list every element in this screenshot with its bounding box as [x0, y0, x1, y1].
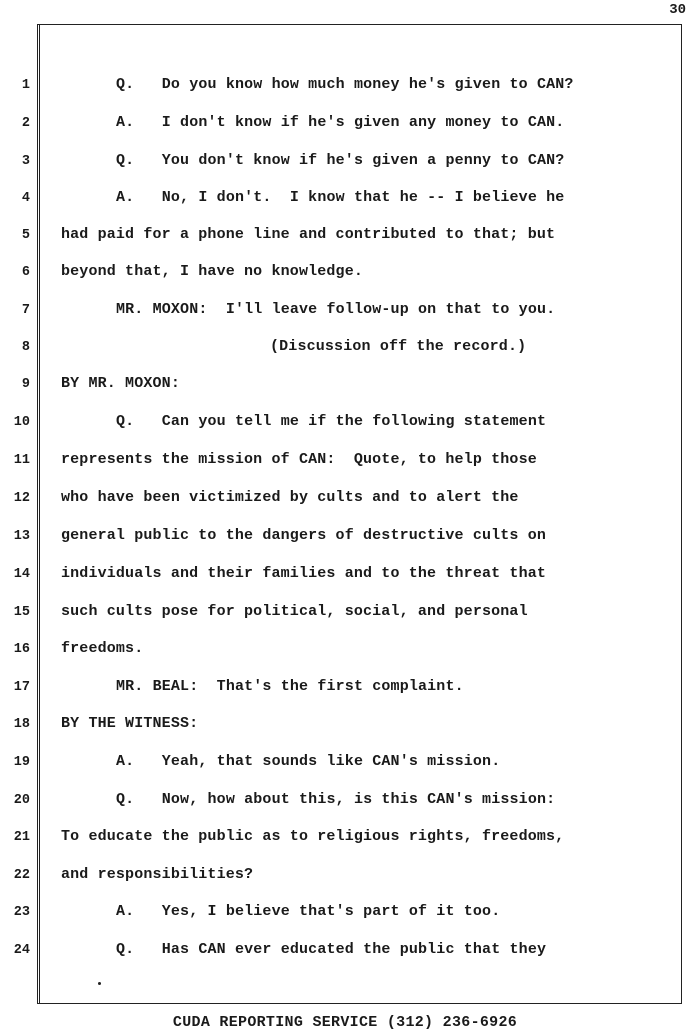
transcript-line: [0, 525, 690, 551]
line-text: A. Yes, I believe that's part of it too.: [116, 903, 501, 920]
line-text: A. Yeah, that sounds like CAN's mission.: [116, 753, 501, 770]
line-number: 24: [13, 943, 30, 958]
line-number: 6: [21, 265, 30, 280]
transcript-line: [0, 864, 690, 890]
line-text: and responsibilities?: [61, 866, 254, 883]
line-text: individuals and their families and to the threat that: [61, 565, 547, 582]
transcript-line: [0, 336, 690, 362]
line-number: 21: [13, 830, 30, 845]
transcript-line: [0, 261, 690, 287]
transcript-line: [0, 826, 690, 852]
line-number: 10: [13, 415, 30, 430]
line-number: 15: [13, 605, 30, 620]
line-text: To educate the public as to religious rights, freedoms,: [61, 828, 565, 845]
line-number: 5: [21, 228, 30, 243]
line-number: 17: [13, 680, 30, 695]
line-text: general public to the dangers of destructive cults on: [61, 527, 547, 544]
line-text: Q. Can you tell me if the following statement: [116, 413, 547, 430]
transcript-line: [0, 74, 690, 100]
line-number: 14: [13, 567, 30, 582]
stray-mark: [98, 982, 101, 985]
line-number: 22: [13, 868, 30, 883]
line-text: A. No, I don't. I know that he -- I believe he: [116, 189, 565, 206]
line-text: BY MR. MOXON:: [61, 375, 180, 392]
line-text: who have been victimized by cults and to alert the: [61, 489, 519, 506]
line-number: 11: [13, 453, 30, 468]
line-text: had paid for a phone line and contributed to that; but: [61, 226, 556, 243]
transcript-line: [0, 789, 690, 815]
transcript-line: [0, 373, 690, 399]
line-text: such cults pose for political, social, and personal: [61, 603, 528, 620]
line-text: MR. BEAL: That's the first complaint.: [116, 678, 464, 695]
line-number: 12: [13, 491, 30, 506]
transcript-line: [0, 751, 690, 777]
transcript-line: [0, 563, 690, 589]
line-text: A. I don't know if he's given any money to CAN.: [116, 114, 565, 131]
line-number: 20: [13, 793, 30, 808]
transcript-line: [0, 901, 690, 927]
transcript-line: [0, 638, 690, 664]
line-text: beyond that, I have no knowledge.: [61, 263, 363, 280]
transcript-line: [0, 487, 690, 513]
line-text: represents the mission of CAN: Quote, to help those: [61, 451, 537, 468]
transcript-line: [0, 449, 690, 475]
transcript-line: [0, 187, 690, 213]
line-number: 3: [21, 154, 30, 169]
line-number: 4: [21, 191, 30, 206]
transcript-line: [0, 411, 690, 437]
line-text: BY THE WITNESS:: [61, 715, 199, 732]
line-text: (Discussion off the record.): [270, 338, 527, 355]
line-number: 23: [13, 905, 30, 920]
transcript-line: [0, 601, 690, 627]
line-number: 8: [21, 340, 30, 355]
transcript-line: [0, 713, 690, 739]
line-number: 1: [21, 78, 30, 93]
line-number: 9: [21, 377, 30, 392]
transcript-line: [0, 112, 690, 138]
transcript-line: [0, 150, 690, 176]
line-number: 18: [13, 717, 30, 732]
line-text: MR. MOXON: I'll leave follow-up on that to you.: [116, 301, 556, 318]
page-number: 30: [669, 2, 686, 18]
transcript-line: [0, 299, 690, 325]
line-text: freedoms.: [61, 640, 144, 657]
line-number: 16: [13, 642, 30, 657]
reporting-service-footer: CUDA REPORTING SERVICE (312) 236-6926: [172, 1014, 518, 1031]
transcript-line: [0, 939, 690, 965]
line-number: 2: [21, 116, 30, 131]
transcript-line: [0, 676, 690, 702]
line-text: Q. Has CAN ever educated the public that they: [116, 941, 547, 958]
line-text: Q. Do you know how much money he's given to CAN?: [116, 76, 574, 93]
line-number: 19: [13, 755, 30, 770]
line-number: 7: [21, 303, 30, 318]
line-text: Q. You don't know if he's given a penny to CAN?: [116, 152, 565, 169]
line-text: Q. Now, how about this, is this CAN's mission:: [116, 791, 556, 808]
line-number: 13: [13, 529, 30, 544]
transcript-line: [0, 224, 690, 250]
